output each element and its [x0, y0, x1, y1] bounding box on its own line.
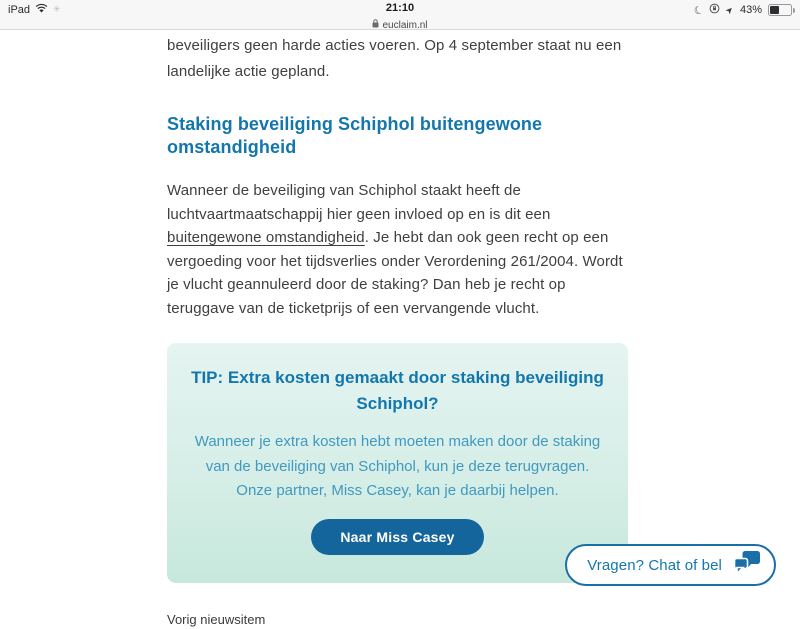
url-domain: euclaim.nl [382, 19, 428, 31]
asterisk-icon: ✳ [53, 4, 61, 14]
chat-bubbles-icon [733, 550, 761, 580]
chat-widget-label: Vragen? Chat of bel [587, 556, 722, 574]
article-heading: Staking beveiliging Schiphol buitengewone omstandigheid [167, 114, 543, 157]
device-label: iPad [8, 3, 31, 16]
status-bar-center [0, 0, 800, 33]
status-bar-right [691, 3, 792, 18]
naar-miss-casey-button[interactable]: Naar Miss Casey [311, 519, 483, 555]
battery-icon [768, 4, 792, 16]
status-bar [0, 0, 800, 30]
chat-widget-button[interactable] [565, 544, 776, 586]
article-content [167, 30, 633, 629]
battery-fill [770, 6, 779, 14]
moon-icon: ☾ [691, 3, 706, 18]
tip-body: Wanneer je extra kosten hebt moeten maken door de staking van de beveiliging van Schiphol, kun je deze terugvragen. Onze partner, Miss Casey, kan je daarbij helpen. [194, 433, 601, 499]
main-paragraph [167, 179, 633, 320]
tip-box [167, 343, 628, 583]
orientation-lock-icon [709, 3, 720, 17]
paragraph-text-before-link: Wanneer de beveiliging van Schiphol staakt heeft de luchtvaartmaatschappij hier geen invloed op en is dit een [167, 182, 551, 223]
paragraph-text-after-link: . Je hebt dan ook geen recht op een vergoeding voor het tijdsverlies onder Verordening 261/2004. Wordt je vlucht geannuleerd door de staking? Dan heb je recht op teruggave van de ticketprijs of een vervangende vlucht. [167, 229, 623, 317]
buitengewone-omstandigheid-link[interactable]: buitengewone omstandigheid [167, 229, 365, 246]
tip-heading: TIP: Extra kosten gemaakt door staking beveiliging Schiphol? [191, 368, 604, 413]
location-arrow-icon: ➤ [723, 3, 737, 16]
intro-paragraph: beveiligers geen harde acties voeren. Op 4 september staat nu een landelijke actie gepland. [167, 37, 622, 80]
clock: 21:10 [385, 2, 415, 14]
previous-news-item-link[interactable]: Vorig nieuwsitem [167, 611, 266, 627]
battery-percent: 43% [739, 4, 762, 16]
battery-nub [793, 8, 796, 13]
